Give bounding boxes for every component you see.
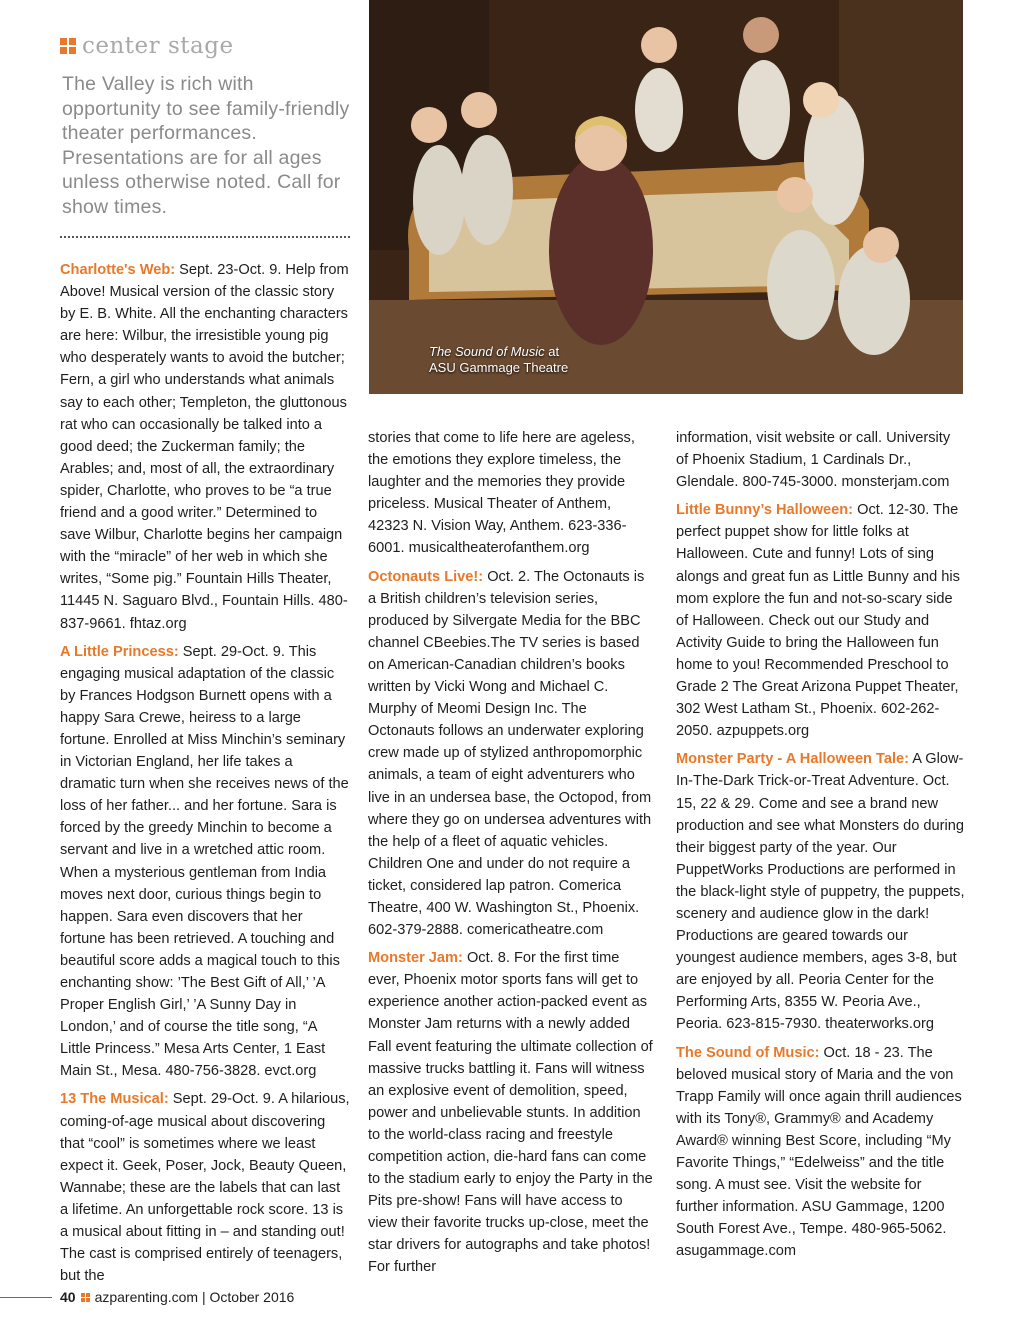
event-title: Charlotte's Web: bbox=[60, 262, 176, 278]
event-a-little-princess bbox=[60, 641, 350, 1083]
section-squares-icon bbox=[60, 38, 76, 54]
event-monster-jam-continued bbox=[676, 427, 966, 493]
event-title: Octonauts Live!: bbox=[368, 568, 484, 585]
event-body: Sept. 29-Oct. 9. This engaging musical adaptation of the classic by Frances Hodgson Burnett opens with a happy Sara Crewe, heiress to a large fortune. Enrolled at Miss Minchin’s seminary in Victorian England, her life takes a dramatic turn when she receives news of the loss of her father... and her fortune. Sara is forced by the greedy Minchin to become a servant and live in a wretched attic room. When a mysterious gentleman from India moves next door, curious things begin to happen. Sara even discovers that her fortune has been retrieved. A touching and beautiful score adds a magical touch to this enchanting show: ’The Best Gift of All,’ ’A Proper English Girl,’ ’A Sunny Day in London,’ and of course the title song, “A Little Princess.” Mesa Arts Center, 1 East Main St., Mesa. 480-756-3828. evct.org bbox=[60, 643, 349, 1080]
event-body: information, visit website or call. University of Phoenix Stadium, 1 Cardinals Dr., Glendale. 800-745-3000. monsterjam.com bbox=[676, 430, 951, 491]
event-body: Sept. 23-Oct. 9. Help from Above! Musical version of the classic story by E. B. White. All the enchanting characters are here: Wilbur, the irresistible young pig who desperately wants to avoid the butcher; Fern, a girl who understands what animals say to each other; Templeton, the gluttonous rat who can occasionally be talked into a good deed; the Zuckerman family; the Arables; and, most of all, the extraordinary spider, Charlotte, who proves to be “a true friend and a good writer.” Determined to save Wilbur, Charlotte begins her campaign with the “miracle” of her web in which she writes, “Some pig.” Fountain Hills Theater, 11445 N. Saguaro Blvd., Fountain Hills. 480-837-9661. fhtaz.org bbox=[60, 262, 349, 632]
column-3 bbox=[676, 427, 966, 1268]
event-charlottes-web bbox=[60, 259, 350, 635]
event-body: Oct. 8. For the first time ever, Phoenix motor sports fans will get to experience another action-packed event as Monster Jam returns with a newly added Fall event featuring the ultimate collection of massive trucks battling it. Fans will witness an explosive event of demolition, speed, power and unbelievable stunts. In addition to the world-class racing and freestyle competition action, die-hard fans can come to the stadium early to enjoy the Party in the Pits pre-show! Fans will have access to view their favorite trucks up-close, meet the star drivers for autographs and take photos! For further bbox=[368, 950, 653, 1276]
stage-illustration bbox=[369, 0, 963, 394]
event-body: Sept. 29-Oct. 9. A hilarious, coming-of-age musical about discovering that “cool” is sometimes where we least expect it. Geek, Poser, Jock, Beauty Queen, Wannabe; these are the labels that can last a lifetime. An unforgettable rock score. 13 is a musical about fitting in – and standing out! The cast is comprised entirely of teenagers, but the bbox=[60, 1091, 350, 1285]
event-body: A Glow-In-The-Dark Trick-or-Treat Adventure. Oct. 15, 22 & 29. Come and see a brand new production and see what Monsters do during their biggest party of the year. Our PuppetWorks Productions are performed in the black-light style of puppetry, the puppets, scenery and audience glow in the dark! Productions are geared towards our youngest audience members, ages 3-8, but are enjoyed by all. Peoria Center for the Performing Arts, 8355 W. Peoria Ave., Peoria. 623-815-7930. theaterworks.org bbox=[676, 751, 965, 1033]
caption-at: at bbox=[544, 344, 560, 359]
event-little-bunnys-halloween bbox=[676, 499, 966, 742]
event-monster-jam bbox=[368, 947, 653, 1278]
footer-rule bbox=[0, 1297, 52, 1298]
event-title: The Sound of Music: bbox=[676, 1044, 820, 1061]
section-tag bbox=[60, 33, 234, 59]
caption-venue: ASU Gammage Theatre bbox=[429, 360, 569, 375]
event-body: Oct. 18 - 23. The beloved musical story of Maria and the von Trapp Family will once again thrill audiences with its Tony®, Grammy® and Academy Award® winning Best Score, including “My Favorite Things,” “Edelweiss” and the title song. A must see. Visit the website for further information. ASU Gammage, 1200 South Forest Ave., Tempe. 480-965-5062. asugammage.com bbox=[676, 1044, 962, 1260]
event-13-the-musical-continued bbox=[368, 427, 653, 560]
section-title: center stage bbox=[82, 33, 234, 59]
photo-caption bbox=[429, 344, 568, 376]
event-title: Little Bunny’s Halloween: bbox=[676, 502, 854, 519]
event-body: Oct. 2. The Octonauts is a British children’s television series, produced by Silvergate Media for the BBC channel CBeebies.The TV series is based on American-Canadian children’s books written by Vicki Wong and Michael C. Murphy of Meomi Design Inc. The Octonauts follows an underwater exploring crew made up of stylized anthropomorphic animals, a team of eight adventurers who live in an undersea base, the Octopod, from where they go on undersea adventures with the help of a fleet of aquatic vehicles. Children One and under do not require a ticket, considered lap patron. Comerica Theatre, 400 W. Washington St., Phoenix. 602-379-2888. comericatheatre.com bbox=[368, 568, 652, 939]
event-title: Monster Party - A Halloween Tale: bbox=[676, 751, 910, 768]
event-title: Monster Jam: bbox=[368, 950, 463, 967]
column-1 bbox=[60, 259, 350, 1293]
footer-site: azparenting.com | October 2016 bbox=[94, 1289, 295, 1305]
event-sound-of-music bbox=[676, 1042, 966, 1263]
page-footer bbox=[0, 1286, 400, 1308]
event-body: Oct. 12-30. The perfect puppet show for little folks at Halloween. Cute and funny! Lots of sing alongs and great fun as Little Bunny and his mom explore the fun and not-so-scary side of Halloween. Check out our Study and Activity Guide to bring the Halloween fun home to you! Recommended Preschool to Grade 2 The Great Arizona Puppet Theater, 302 West Latham St., Phoenix. 602-262-2050. azpuppets.org bbox=[676, 502, 960, 740]
event-monster-party bbox=[676, 748, 966, 1035]
footer-squares-icon bbox=[81, 1293, 90, 1302]
event-title: A Little Princess: bbox=[60, 643, 179, 660]
page-number: 40 bbox=[60, 1289, 76, 1305]
dotted-divider bbox=[60, 236, 350, 238]
event-body: stories that come to life here are ageless, the emotions they explore timeless, the laughter and the memories they provide priceless. Musical Theater of Anthem, 42323 N. Vision Way, Anthem. 623-336-6001. musicaltheaterofanthem.org bbox=[368, 430, 635, 557]
event-title: 13 The Musical: bbox=[60, 1091, 169, 1108]
column-2 bbox=[368, 427, 653, 1285]
intro-text: The Valley is rich with opportunity to see family-friendly theater performances. Presentations are for all ages unless otherwise noted. Call for show times. bbox=[62, 73, 350, 218]
caption-show-title: The Sound of Music bbox=[429, 344, 545, 359]
event-13-the-musical bbox=[60, 1088, 350, 1287]
event-octonauts-live bbox=[368, 566, 653, 942]
sound-of-music-photo bbox=[369, 0, 963, 394]
